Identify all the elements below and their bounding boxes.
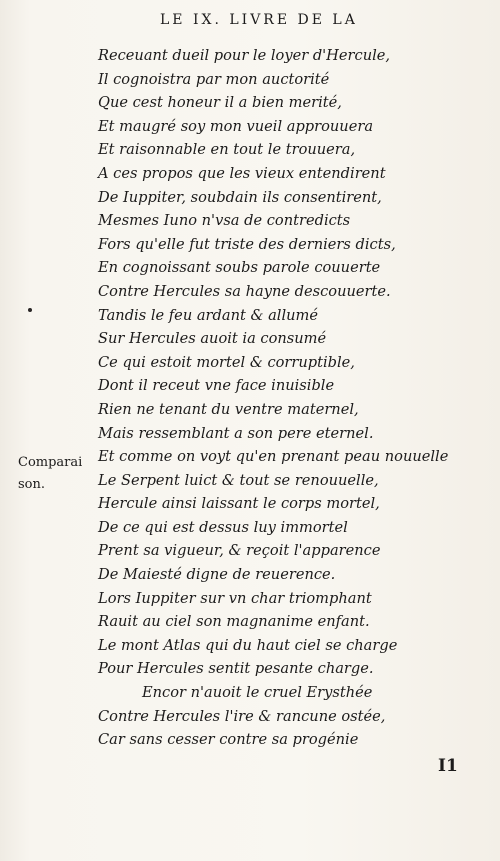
verse-line: Et raisonnable en tout le trouuera,	[98, 141, 356, 159]
verse-line: Le mont Atlas qui du haut ciel se charge	[98, 636, 398, 654]
verse-line: Et maugré soy mon vueil approuuera	[98, 117, 374, 135]
verse-line: Il cognoistra par mon auctorité	[98, 70, 330, 88]
verse-line: De Maiesté digne de reuerence.	[98, 566, 336, 584]
verse-line: Encor n'auoit le cruel Erysthée	[142, 684, 373, 702]
verse-line: A ces propos que les vieux entendirent	[98, 164, 386, 182]
verse-line: Mais ressemblant a son pere eternel.	[98, 424, 374, 442]
verse-line: De Iuppiter, soubdain ils consentirent,	[98, 188, 382, 206]
verse-line: Mesmes Iuno n'vsa de contredicts	[98, 212, 351, 230]
marginal-note-line: Comparai	[18, 455, 83, 470]
verse-line: Ce qui estoit mortel & corruptible,	[98, 353, 355, 371]
marginal-dot	[28, 308, 32, 312]
verse-line: Dont il receut vne face inuisible	[98, 377, 335, 395]
verse-line: Contre Hercules l'ire & rancune ostée,	[98, 707, 386, 725]
verse-line: Et comme on voyt qu'en prenant peau nouuelle	[98, 448, 449, 466]
verse-line: Pour Hercules sentit pesante charge.	[98, 660, 374, 678]
verse-line: Contre Hercules sa hayne descouuerte.	[98, 282, 391, 300]
signature-mark: I1	[438, 756, 458, 776]
verse-line: En cognoissant soubs parole couuerte	[98, 259, 381, 277]
verse-line: Sur Hercules auoit ia consumé	[98, 330, 327, 348]
marginal-note-line: son.	[18, 477, 46, 492]
verse-line: Receuant dueil pour le loyer d'Hercule,	[98, 47, 391, 64]
verse-line: Prent sa vigueur, & reçoit l'apparence	[98, 542, 381, 560]
verse-line: Tandis le feu ardant & allumé	[98, 306, 319, 324]
verse-line: De ce qui est dessus luy immortel	[98, 518, 348, 536]
verse-line: Car sans cesser contre sa progénie	[98, 731, 359, 749]
verse-line: Hercule ainsi laissant le corps mortel,	[98, 495, 380, 513]
verse-line: Le Serpent luict & tout se renouuelle,	[98, 471, 379, 489]
verse-line: Rauit au ciel son magnanime enfant.	[98, 613, 370, 631]
verse-line: Fors qu'elle fut triste des derniers dicts,	[98, 235, 396, 253]
verse-block	[98, 44, 448, 752]
running-head: LE IX. LIVRE DE LA	[160, 12, 358, 28]
verse-line: Lors Iuppiter sur vn char triomphant	[98, 589, 372, 607]
verse-line: Que cest honeur il a bien merité,	[98, 94, 342, 112]
verse-line: Rien ne tenant du ventre maternel,	[98, 400, 359, 418]
marginal-note	[18, 452, 82, 496]
